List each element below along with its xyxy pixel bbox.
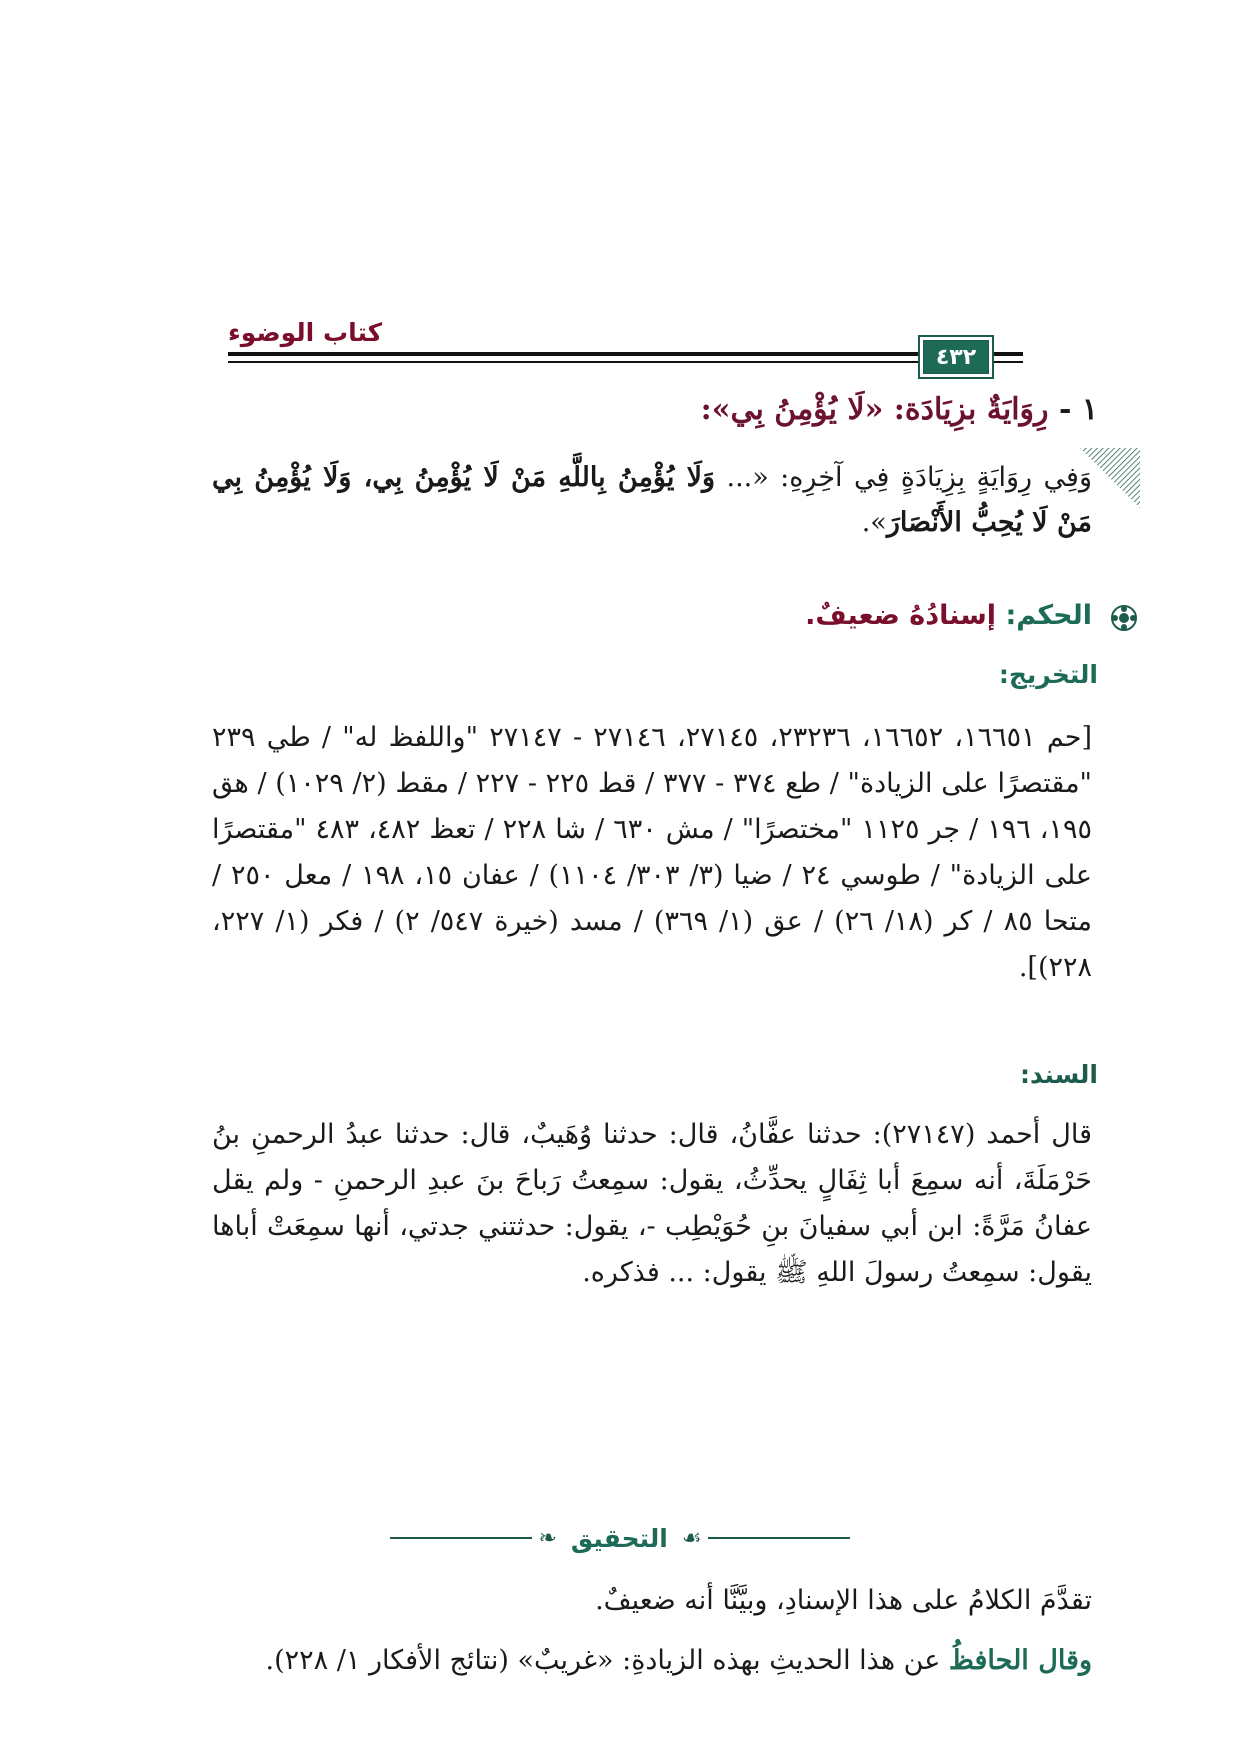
ornament-icon: ❧	[538, 1525, 557, 1551]
takhrij-text: [حم ١٦٦٥١، ١٦٦٥٢، ٢٣٢٣٦، ٢٧١٤٥، ٢٧١٤٦ - ٢٧١٤٧ "واللفظ له" / طي ٢٣٩ "مقتصرًا على الزيادة" / طع ٣٧٤ - ٣٧٧ / قط ٢٢٥ - ٢٢٧ / مقط (٢/ ١٠٢٩) / هق ١٩٥، ١٩٦ / جر ١١٢٥ "مختصرًا" / مش ٦٣٠ / شا ٢٢٨ / تعظ ٤٨٢، ٤٨٣ "مقتصرًا على الزيادة" / طوسي ٢٤ / ضيا (٣/ ٣٠٣/ ١١٠٤) / عفان ١٥، ١٩٨ / معل ٢٥٠ / متحا ٨٥ / كر (١٨/ ٢٦) / عق (١/ ٣٦٩) / مسد (خيرة ٥٤٧/ ٢) / فكر (١/ ٢٢٧، ٢٢٨)].	[212, 722, 1093, 983]
tahqiq-heading: التحقيق	[570, 1523, 668, 1553]
narration-end: ».	[861, 507, 887, 538]
header-rule-thin	[228, 361, 1023, 363]
header-rule-thick	[228, 352, 1023, 356]
ruling-value: إسنادُهُ ضعيفٌ.	[805, 600, 997, 631]
section-number: ١ -	[1048, 392, 1098, 427]
section-heading	[701, 392, 1098, 427]
hafiz-label: وقال الحافظُ	[948, 1645, 1092, 1676]
section-quote: «لَا يُؤْمِنُ بِي»:	[700, 392, 884, 427]
narration-bold: وَلَا يُؤْمِنُ بِاللَّهِ مَنْ لَا يُؤْمِنُ بِي، وَلَا يُؤْمِنُ بِي مَنْ لَا يُحِبُّ الأَنْصَارَ	[212, 462, 1092, 538]
narration-intro: وَفِي رِوَايَةٍ بِزِيَادَةٍ فِي آخِرِهِ: «...	[715, 462, 1092, 493]
tahqiq-divider	[390, 1523, 850, 1553]
flower-icon	[1110, 604, 1138, 632]
tahqiq-line-2	[212, 1638, 1092, 1683]
takhrij-heading: التخريج:	[998, 660, 1098, 689]
sanad-heading: السند:	[1019, 1060, 1098, 1089]
hafiz-text: عن هذا الحديثِ بهذه الزيادةِ: «غريبٌ» (نتائج الأفكار ١/ ٢٢٨).	[265, 1645, 949, 1676]
tahqiq-line-1: تقدَّمَ الكلامُ على هذا الإسنادِ، وبيَّنَّا أنه ضعيفٌ.	[595, 1585, 1092, 1616]
section-title: رِوَايَةٌ بزِيَادَة:	[883, 392, 1049, 427]
ornament-icon: ☙	[681, 1525, 702, 1551]
ruling	[805, 600, 1092, 631]
book-title: كتاب الوضوء	[228, 318, 383, 347]
narration-paragraph	[212, 455, 1092, 545]
page-number: ٤٣٢	[923, 340, 989, 374]
ruling-label: الحكم:	[996, 600, 1092, 631]
page-number-frame	[918, 335, 994, 379]
sanad-text: قال أحمد (٢٧١٤٧): حدثنا عفَّانُ، قال: حدثنا وُهَيبٌ، قال: حدثنا عبدُ الرحمنِ بنُ حَرْمَلَةَ، أنه سمِعَ أبا ثِفَالٍ يحدِّثُ، يقول: سمِعتُ رَباحَ بنَ عبدِ الرحمنِ - ولم يقل عفانُ مَرَّةً: ابن أبي سفيانَ بنِ حُوَيْطِب -، يقول: حدثتني جدتي، أنها سمِعَتْ أباها يقول: سمِعتُ رسولَ اللهِ ﷺ يقول: ... فذكره.	[212, 1119, 1092, 1288]
divider-line-right	[708, 1537, 850, 1539]
divider-line-left	[390, 1537, 532, 1539]
